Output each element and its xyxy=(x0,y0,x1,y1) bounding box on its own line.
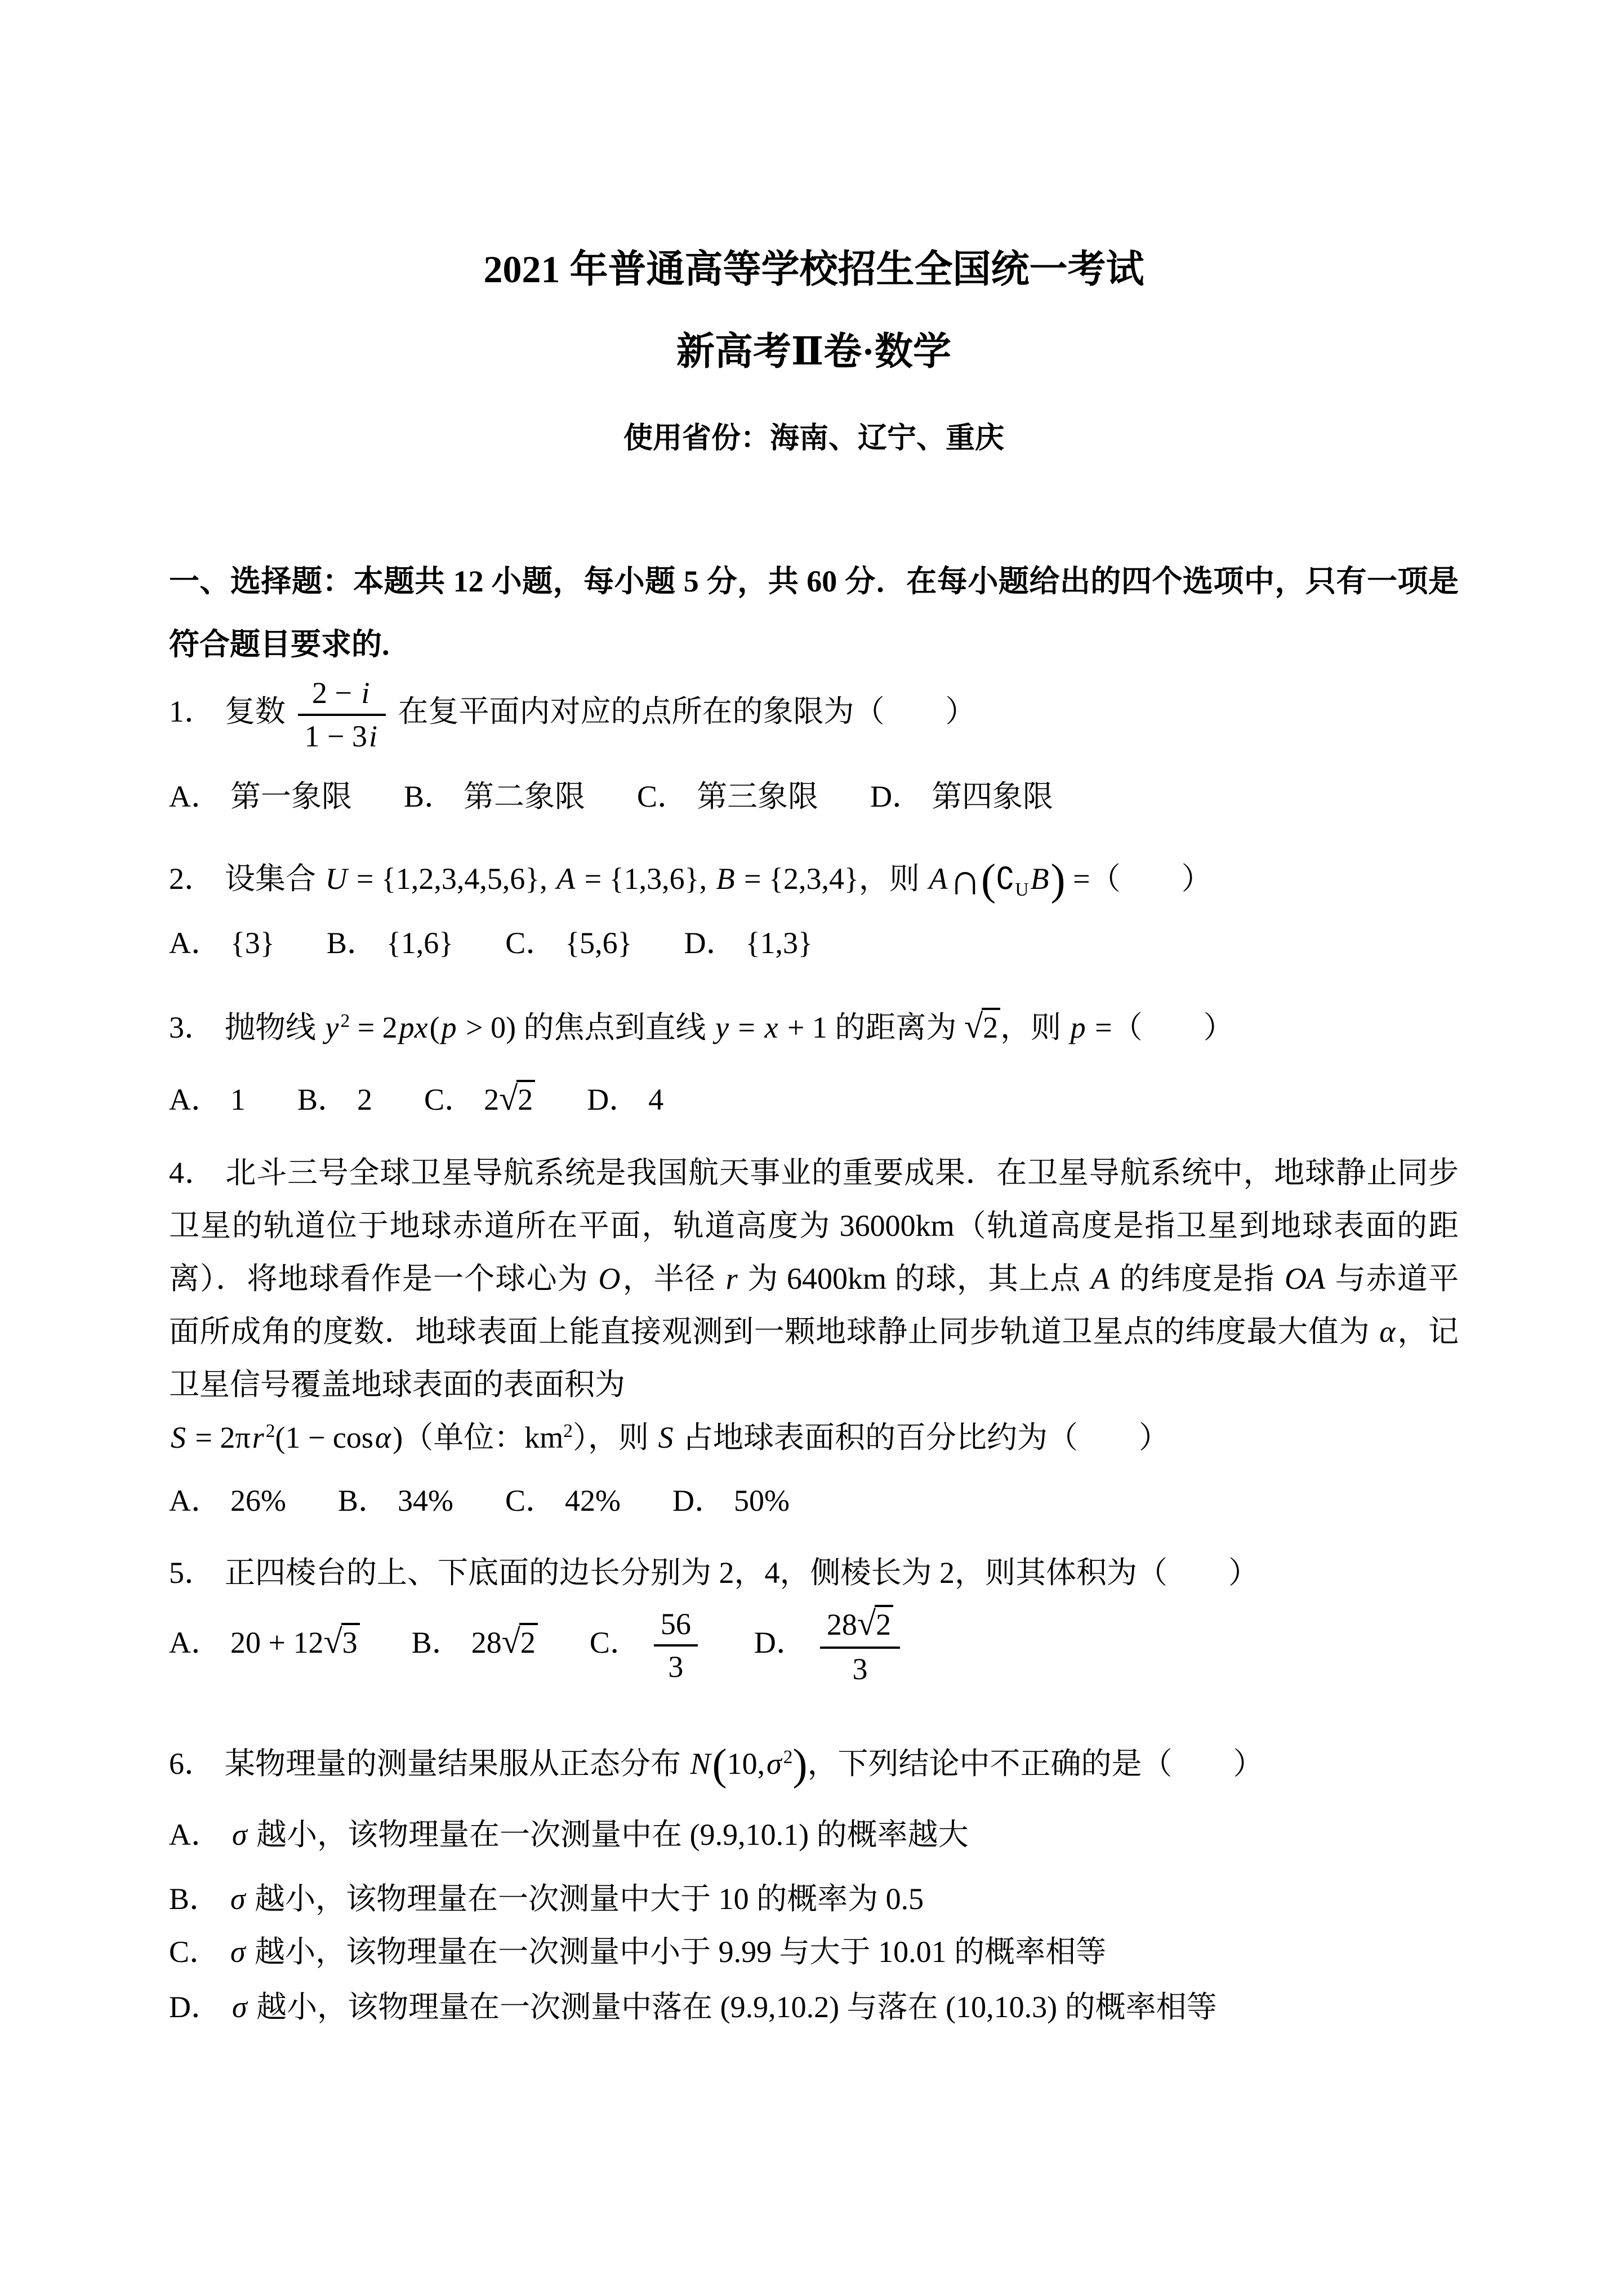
exam-provinces: 使用省份：海南、辽宁、重庆 xyxy=(623,422,1004,455)
option-B: B． 第二象限 xyxy=(404,780,586,814)
question-2-stem: 2． 设集合 U = {1,2,3,4,5,6}, A = {1,3,6}, B = {2,3,4}，则 $A\cap(∁_UB)$ =（ ） xyxy=(169,855,1212,904)
math-big-delimiter: ( xyxy=(712,1739,727,1788)
question-4-stem-2: $S = 2\pi r^2(1 - \cos\alpha)$（单位：$km^2$），则 S 占地球表面积的百分比约为（ ） xyxy=(169,1411,1459,1464)
math-variable: σ xyxy=(232,1990,247,2024)
option-D: D． 第四象限 xyxy=(870,780,1054,814)
math-variable: σ xyxy=(232,1817,247,1852)
option-C xyxy=(590,1607,702,1684)
math-sqrt xyxy=(857,1606,893,1642)
math-superscript: 2 xyxy=(265,1421,275,1442)
math-variable: B xyxy=(716,862,735,896)
question-6-stem: 6． 某物理量的测量结果服从正态分布 $N(10,\sigma^2)$，下列结论中不正确的是（ ） xyxy=(169,1739,1264,1788)
fraction-denominator: 1 − 3i xyxy=(298,716,386,754)
option-A: A． 26% xyxy=(169,1484,286,1518)
math-big-delimiter: ( xyxy=(981,855,996,904)
math-big-delimiter: ) xyxy=(792,1739,808,1788)
option-label: B． xyxy=(411,1625,462,1659)
math-subscript: U xyxy=(1015,879,1029,901)
question-number: 2． xyxy=(169,862,215,896)
question-5-options xyxy=(169,1605,1459,1686)
option-label: C． xyxy=(589,1625,640,1659)
math-variable: O xyxy=(598,1262,621,1296)
option-C: C． σ 越小，该物理量在一次测量中小于 9.99 与大于 10.01 的概率相等 xyxy=(169,1934,1107,1969)
option-D: D． σ 越小，该物理量在一次测量中落在 (9.9,10.2) 与落在 (10,10.3) 的概率相等 xyxy=(169,1990,1217,2024)
math-radicand: 2 xyxy=(875,1605,893,1641)
option-label: D． xyxy=(754,1625,806,1659)
question-5-stem: 5． 正四棱台的上、下底面的边长分别为 2，4，侧棱长为 2，则其体积为（ ） xyxy=(169,1556,1259,1590)
option-label: B． xyxy=(404,780,455,814)
math-variable: α xyxy=(375,1421,391,1455)
question-1-options xyxy=(169,779,1459,814)
option-label: B． xyxy=(337,1484,389,1518)
option-label: B． xyxy=(169,1881,220,1916)
option-label: D． xyxy=(587,1083,640,1117)
math-variable: px xyxy=(399,1011,428,1045)
option-label: C． xyxy=(505,926,556,960)
option-A: A． 20 + 12√3 xyxy=(169,1624,360,1660)
option-A: A． {3} xyxy=(169,926,275,960)
question-3-stem: 3． 抛物线 $y^2 = 2px(p > 0)$ 的焦点到直线 y = x + 1 的距离为 √2，则 p =（ ） xyxy=(169,1008,1234,1046)
math-variable: S xyxy=(171,1421,186,1455)
fraction-numerator: 28√2 xyxy=(820,1605,900,1649)
math-variable: i xyxy=(368,719,377,753)
option-D: D． {1,3} xyxy=(684,926,813,960)
math-variable: N xyxy=(690,1746,711,1781)
math-variable: A xyxy=(556,862,576,896)
math-superscript: 2 xyxy=(783,1746,793,1768)
option-D: D． 4 xyxy=(587,1083,664,1117)
math-fraction xyxy=(820,1605,900,1686)
question-number: 5． xyxy=(169,1556,215,1590)
question-4 xyxy=(169,1146,1459,1518)
option-A: A． 第一象限 xyxy=(169,780,352,814)
math-variable: S xyxy=(658,1421,674,1455)
exam-title: 2021 年普通高等学校招生全国统一考试 xyxy=(483,248,1144,291)
math-variable: r xyxy=(252,1421,264,1455)
radical-sign-icon: √ xyxy=(323,1622,342,1661)
option-label: D． xyxy=(672,1484,725,1518)
question-number: 1． xyxy=(169,695,215,729)
option-B: B． 28√2 xyxy=(412,1624,538,1660)
question-number: 4． xyxy=(169,1156,216,1190)
math-variable: p xyxy=(441,1011,457,1045)
option-label: C． xyxy=(169,1934,220,1969)
question-4-stem: 4． 北斗三号全球卫星导航系统是我国航天事业的重要成果．在卫星导航系统中，地球静止同步卫星的轨道位于地球赤道所在平面，轨道高度为 36000km（轨道高度是指卫星到地球表面的距离）．将地球看作是一个球心为 O，半径 r 为 6400km 的球，其上点 A 的纬度是指 OA 与赤道平面所成角的度数．地球表面上能直接观测到一颗地球静止同步轨道卫星点的纬度最大值为 α，记卫星信号覆盖地球表面的表面积为 xyxy=(169,1156,1459,1402)
option-label: D． xyxy=(870,780,923,814)
option-label: A． xyxy=(169,1083,221,1117)
math-variable: r xyxy=(725,1262,738,1296)
question-2 xyxy=(169,852,1459,960)
fraction-denominator: 3 xyxy=(668,1650,684,1684)
math-sqrt xyxy=(499,1081,535,1117)
option-label: A． xyxy=(169,780,221,814)
fraction-numerator: 56 xyxy=(654,1607,698,1647)
math-variable: y xyxy=(715,1011,729,1045)
exam-subtitle: 新高考Ⅱ卷·数学 xyxy=(676,330,951,373)
math-superscript: 2 xyxy=(340,1011,350,1032)
math-variable: σ xyxy=(767,1746,782,1781)
question-3 xyxy=(169,1001,1459,1117)
math-radicand: 3 xyxy=(341,1623,360,1659)
math-radicand: 2 xyxy=(516,1080,535,1116)
question-number: 3． xyxy=(169,1011,215,1045)
math-variable: x xyxy=(764,1011,778,1045)
math-variable: B xyxy=(1030,862,1049,896)
option-B: B． {1,6} xyxy=(326,926,454,960)
math-radicand: 2 xyxy=(982,1008,1000,1044)
math-big-delimiter: ) xyxy=(1050,855,1066,904)
question-number: 6． xyxy=(169,1746,215,1781)
math-sqrt xyxy=(964,1009,1000,1045)
math-variable: OA xyxy=(1285,1262,1325,1296)
option-label: A． xyxy=(169,1625,221,1659)
option-label: A． xyxy=(169,1484,221,1518)
option-C: C． 42% xyxy=(505,1484,621,1518)
option-label: A． xyxy=(169,1817,221,1852)
math-variable: α xyxy=(1379,1315,1396,1349)
option-label: C． xyxy=(424,1083,475,1117)
math-variable: A xyxy=(929,862,948,896)
option-B: B． 34% xyxy=(337,1484,453,1518)
math-variable: U xyxy=(325,862,347,896)
option-A: A． 1 xyxy=(169,1083,246,1117)
math-variable: y xyxy=(325,1011,339,1045)
math-variable: A xyxy=(1091,1262,1110,1296)
math-sqrt xyxy=(502,1624,538,1660)
math-sqrt xyxy=(323,1624,359,1660)
option-D: D． 50% xyxy=(672,1484,790,1518)
question-6-options xyxy=(169,1817,1459,2024)
option-label: C． xyxy=(637,780,688,814)
radical-sign-icon: √ xyxy=(964,1008,983,1046)
option-D xyxy=(754,1605,904,1686)
fraction-denominator: 3 xyxy=(852,1652,868,1686)
option-label: C． xyxy=(505,1484,556,1518)
question-5 xyxy=(169,1546,1459,1686)
math-fraction xyxy=(654,1607,698,1684)
math-superscript: 2 xyxy=(563,1421,573,1442)
option-C: C． 第三象限 xyxy=(637,780,819,814)
option-C: C． 2√2 xyxy=(424,1081,535,1117)
option-B: B． σ 越小，该物理量在一次测量中大于 10 的概率为 0.5 xyxy=(169,1881,924,1916)
math-big-delimiter: ∩ xyxy=(949,855,981,904)
option-label: D． xyxy=(169,1990,221,2024)
question-list xyxy=(169,676,1459,2024)
option-B: B． 2 xyxy=(297,1083,373,1117)
option-A: A． σ 越小，该物理量在一次测量中在 (9.9,10.1) 的概率越大 xyxy=(169,1817,969,1852)
option-label: D． xyxy=(684,926,737,960)
question-1 xyxy=(169,676,1459,814)
radical-sign-icon: √ xyxy=(499,1080,518,1118)
question-4-options xyxy=(169,1483,1459,1518)
question-1-stem: 1． 复数 $\frac{2 - i}{1 - 3i}$ 在复平面内对应的点所在的象限为（ ） xyxy=(169,676,976,753)
radical-sign-icon: √ xyxy=(857,1605,876,1643)
math-variable: σ xyxy=(230,1881,246,1916)
radical-sign-icon: √ xyxy=(501,1622,520,1661)
question-3-options xyxy=(169,1081,1459,1117)
fraction-numerator: 2 − i xyxy=(298,676,386,716)
math-variable: p xyxy=(1070,1011,1086,1045)
math-fraction xyxy=(298,676,386,753)
math-variable: σ xyxy=(230,1934,246,1969)
math-variable: i xyxy=(361,676,370,710)
option-label: B． xyxy=(326,926,377,960)
math-radicand: 2 xyxy=(519,1623,538,1659)
question-6 xyxy=(169,1737,1459,2024)
section-heading: 一、选择题：本题共 12 小题，每小题 5 分，共 60 分．在每小题给出的四个选项中，只有一项是符合题目要求的. xyxy=(169,564,1459,661)
question-2-options xyxy=(169,925,1459,960)
option-label: B． xyxy=(297,1083,349,1117)
option-C: C． {5,6} xyxy=(505,926,632,960)
option-label: A． xyxy=(169,926,221,960)
